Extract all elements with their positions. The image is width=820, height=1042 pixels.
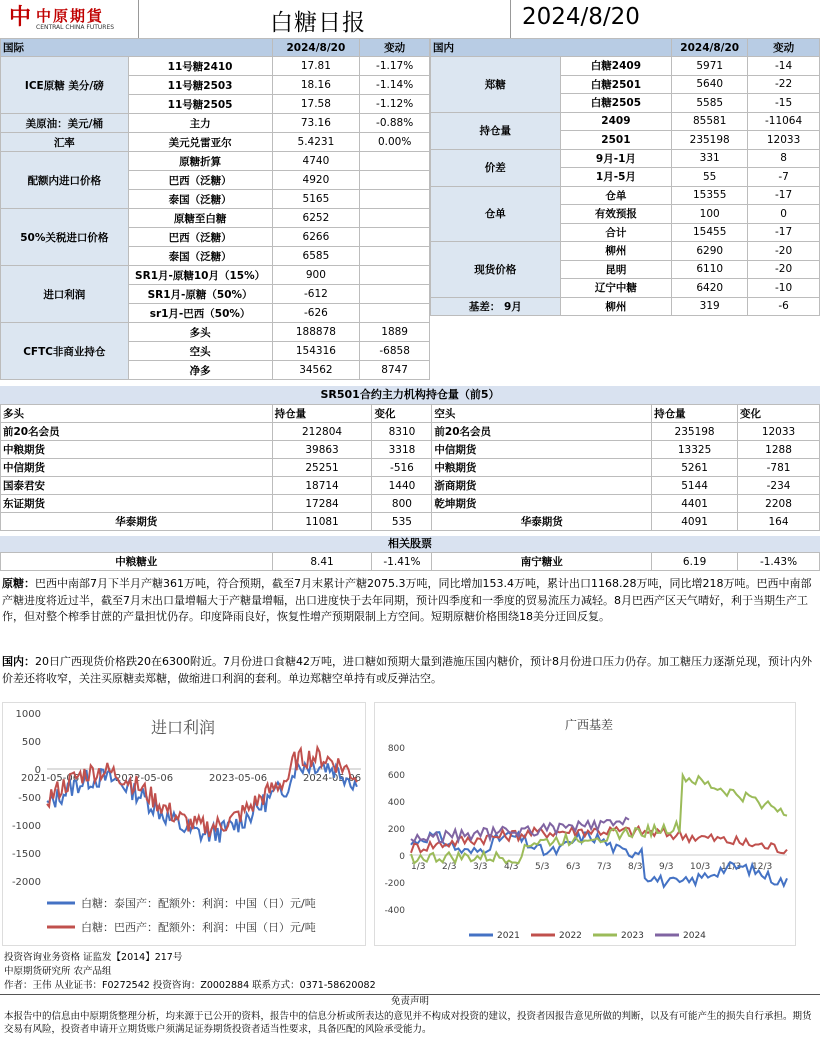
change-cell: -6 bbox=[748, 297, 820, 316]
value-cell: 17.58 bbox=[272, 95, 360, 114]
import-profit-chart bbox=[2, 702, 366, 946]
guangxi-basis-svg bbox=[375, 703, 797, 947]
table-row bbox=[1, 459, 820, 477]
member-name: 乾坤期货 bbox=[432, 495, 652, 513]
member-name: 东证期货 bbox=[1, 495, 273, 513]
row-label: 合计 bbox=[560, 223, 672, 242]
value-cell: 18714 bbox=[272, 477, 372, 495]
legend-label: 2022 bbox=[559, 931, 582, 941]
value-cell: 5971 bbox=[672, 57, 748, 76]
row-label: 2501 bbox=[560, 131, 672, 150]
x-tick-label: 2021-05-06 bbox=[21, 773, 80, 784]
change-cell: -15 bbox=[748, 94, 820, 113]
row-group-label: ICE原糖 美分/磅 bbox=[1, 57, 129, 114]
change-cell: -20 bbox=[748, 242, 820, 261]
change-cell bbox=[360, 152, 430, 171]
table-row bbox=[431, 242, 820, 261]
change-cell: -0.88% bbox=[360, 114, 430, 133]
row-label: 昆明 bbox=[560, 260, 672, 279]
value-cell: 535 bbox=[372, 513, 432, 531]
value-cell: 188878 bbox=[272, 323, 360, 342]
header-cell: 持仓量 bbox=[272, 405, 372, 423]
table-row bbox=[431, 297, 820, 316]
y-tick-label: 500 bbox=[21, 737, 41, 748]
value-cell: 2208 bbox=[738, 495, 820, 513]
value-cell: -626 bbox=[272, 304, 360, 323]
row-label: 主力 bbox=[128, 114, 272, 133]
change-cell: -6858 bbox=[360, 342, 430, 361]
value-cell: 1288 bbox=[738, 441, 820, 459]
value-cell: 6.19 bbox=[652, 553, 738, 571]
value-cell: 4740 bbox=[272, 152, 360, 171]
change-cell: -1.12% bbox=[360, 95, 430, 114]
y-tick-label: 600 bbox=[387, 771, 405, 781]
domestic-table bbox=[430, 38, 820, 316]
member-name: 前20名会员 bbox=[432, 423, 652, 441]
stocks-title: 相关股票 bbox=[0, 536, 820, 552]
value-cell: 235198 bbox=[672, 131, 748, 150]
value-cell: 331 bbox=[672, 149, 748, 168]
value-cell: 6110 bbox=[672, 260, 748, 279]
raw-sugar-commentary bbox=[2, 576, 818, 626]
change-cell: 8747 bbox=[360, 361, 430, 380]
change-cell: 8 bbox=[748, 149, 820, 168]
value-cell: 164 bbox=[738, 513, 820, 531]
value-cell: 25251 bbox=[272, 459, 372, 477]
value-cell: 212804 bbox=[272, 423, 372, 441]
header-cell: 变动 bbox=[748, 39, 820, 57]
row-label: 巴西（泛糖） bbox=[128, 228, 272, 247]
value-cell: 100 bbox=[672, 205, 748, 224]
report-title: 白糖日报 bbox=[270, 10, 366, 36]
value-cell: 5.4231 bbox=[272, 133, 360, 152]
department-line: 中原期货研究所 农产品组 bbox=[4, 966, 112, 977]
change-cell: -1.17% bbox=[360, 57, 430, 76]
table-row bbox=[1, 133, 430, 152]
value-cell: 17284 bbox=[272, 495, 372, 513]
table-header-row bbox=[1, 405, 820, 423]
change-cell bbox=[360, 190, 430, 209]
header-cell: 国内 bbox=[431, 39, 672, 57]
change-cell: -7 bbox=[748, 168, 820, 187]
y-tick-label: -1500 bbox=[11, 849, 41, 860]
domestic-commentary bbox=[2, 654, 818, 687]
member-name: 国泰君安 bbox=[1, 477, 273, 495]
value-cell: 34562 bbox=[272, 361, 360, 380]
row-group-label: 配额内进口价格 bbox=[1, 152, 129, 209]
import-profit-svg bbox=[3, 703, 367, 947]
legend-label: 2023 bbox=[621, 931, 644, 941]
table-row bbox=[1, 513, 820, 531]
row-label: 原糖折算 bbox=[128, 152, 272, 171]
value-cell: -612 bbox=[272, 285, 360, 304]
value-cell: 4401 bbox=[652, 495, 738, 513]
change-cell: -20 bbox=[748, 260, 820, 279]
change-cell: -22 bbox=[748, 75, 820, 94]
row-group-label: 基差： 9月 bbox=[431, 297, 561, 316]
x-tick-label: 5/3 bbox=[535, 862, 550, 872]
dom-lead: 国内： bbox=[2, 655, 35, 668]
value-cell: 6266 bbox=[272, 228, 360, 247]
change-cell bbox=[360, 247, 430, 266]
change-cell bbox=[360, 171, 430, 190]
change-cell bbox=[360, 304, 430, 323]
row-label: 仓单 bbox=[560, 186, 672, 205]
value-cell: 6585 bbox=[272, 247, 360, 266]
header-cell: 变化 bbox=[738, 405, 820, 423]
legend-label: 2024 bbox=[683, 931, 706, 941]
x-tick-label: 3/3 bbox=[473, 862, 488, 872]
table-row bbox=[431, 149, 820, 168]
change-cell: -14 bbox=[748, 57, 820, 76]
x-tick-label: 2/3 bbox=[442, 862, 457, 872]
table-row bbox=[431, 57, 820, 76]
value-cell: 800 bbox=[372, 495, 432, 513]
value-cell: 18.16 bbox=[272, 76, 360, 95]
x-tick-label: 9/3 bbox=[659, 862, 674, 872]
x-tick-label: 10/3 bbox=[690, 862, 711, 872]
change-cell: -17 bbox=[748, 186, 820, 205]
row-group-label: 进口利润 bbox=[1, 266, 129, 323]
divider bbox=[510, 0, 511, 38]
member-name: 中信期货 bbox=[1, 459, 273, 477]
row-label: 1月-5月 bbox=[560, 168, 672, 187]
table-row bbox=[1, 495, 820, 513]
value-cell: 1440 bbox=[372, 477, 432, 495]
table-row bbox=[1, 152, 430, 171]
row-group-label: 郑糖 bbox=[431, 57, 561, 113]
logo-mark: 中 bbox=[8, 5, 31, 30]
row-label: 9月-1月 bbox=[560, 149, 672, 168]
value-cell: 11081 bbox=[272, 513, 372, 531]
author-line: 作者：王伟 从业证书：F0272542 投资咨询：Z0002884 联系方式：0371-58620082 bbox=[4, 980, 376, 991]
value-cell: 5585 bbox=[672, 94, 748, 113]
value-cell: 85581 bbox=[672, 112, 748, 131]
change-cell: 0.00% bbox=[360, 133, 430, 152]
y-tick-label: 200 bbox=[387, 825, 405, 835]
table-row bbox=[431, 112, 820, 131]
value-cell: 4920 bbox=[272, 171, 360, 190]
table-row bbox=[1, 423, 820, 441]
row-group-label: 价差 bbox=[431, 149, 561, 186]
row-group-label: 汇率 bbox=[1, 133, 129, 152]
logo-text-en: CENTRAL CHINA FUTURES bbox=[36, 24, 115, 31]
row-label: 柳州 bbox=[560, 297, 672, 316]
member-name: 华泰期货 bbox=[432, 513, 652, 531]
value-cell: 5640 bbox=[672, 75, 748, 94]
row-label: 泰国（泛糖） bbox=[128, 190, 272, 209]
stock-name: 南宁糖业 bbox=[432, 553, 652, 571]
table-row bbox=[431, 186, 820, 205]
chart-title: 广西基差 bbox=[565, 718, 614, 732]
value-cell: 900 bbox=[272, 266, 360, 285]
guangxi-basis-chart bbox=[374, 702, 796, 946]
value-cell: 319 bbox=[672, 297, 748, 316]
change-cell bbox=[360, 285, 430, 304]
y-tick-label: -400 bbox=[384, 906, 405, 916]
row-label: 柳州 bbox=[560, 242, 672, 261]
value-cell: -234 bbox=[738, 477, 820, 495]
y-tick-label: 0 bbox=[34, 765, 41, 776]
x-tick-label: 7/3 bbox=[597, 862, 612, 872]
member-name: 中信期货 bbox=[432, 441, 652, 459]
logo-text-cn: 中原期貨 bbox=[36, 7, 105, 25]
row-label: 原糖至白糖 bbox=[128, 209, 272, 228]
row-label: 净多 bbox=[128, 361, 272, 380]
stocks-table bbox=[0, 552, 820, 571]
header-cell: 2024/8/20 bbox=[272, 39, 360, 57]
member-name: 中粮期货 bbox=[1, 441, 273, 459]
value-cell: 235198 bbox=[652, 423, 738, 441]
series-line-2 bbox=[47, 748, 357, 837]
x-tick-label: 2022-05-06 bbox=[115, 773, 174, 784]
value-cell: -516 bbox=[372, 459, 432, 477]
report-date: 2024/8/20 bbox=[522, 4, 640, 30]
value-cell: 15355 bbox=[672, 186, 748, 205]
stock-name: 中粮糖业 bbox=[1, 553, 273, 571]
holdings-table bbox=[0, 404, 820, 531]
y-tick-label: 0 bbox=[399, 852, 405, 862]
value-cell: 6252 bbox=[272, 209, 360, 228]
license-line: 投资咨询业务资格 证监发【2014】217号 bbox=[4, 952, 183, 963]
member-name: 浙商期货 bbox=[432, 477, 652, 495]
change-cell: -17 bbox=[748, 223, 820, 242]
table-row bbox=[1, 57, 430, 76]
y-tick-label: 1000 bbox=[15, 709, 41, 720]
change-cell bbox=[360, 209, 430, 228]
change-cell: -10 bbox=[748, 279, 820, 298]
row-label: 11号糖2505 bbox=[128, 95, 272, 114]
row-label: 白糖2505 bbox=[560, 94, 672, 113]
header-cell: 持仓量 bbox=[652, 405, 738, 423]
disclaimer-text: 本报告中的信息由中原期货整理分析，均来源于已公开的资料，报告中的信息分析或所表达的意见并不构成对投资的建议，投资者因报告意见所做的判断，以及有可能产生的损失自行承担。期货交易有风险，投资者申请开立期货账户须满足证券期货投资者适当性要求，具备匹配的风险承受能力。 bbox=[4, 1011, 812, 1035]
change-cell bbox=[360, 266, 430, 285]
change-cell: 0 bbox=[748, 205, 820, 224]
row-label: 巴西（泛糖） bbox=[128, 171, 272, 190]
change-cell bbox=[360, 228, 430, 247]
table-row bbox=[1, 209, 430, 228]
y-tick-label: -1000 bbox=[11, 821, 41, 832]
x-tick-label: 8/3 bbox=[628, 862, 643, 872]
holdings-title: SR501合约主力机构持仓量（前5） bbox=[0, 386, 820, 404]
international-table bbox=[0, 38, 430, 380]
table-header-row bbox=[431, 39, 820, 57]
y-tick-label: 400 bbox=[387, 798, 405, 808]
x-tick-label: 2024-05-06 bbox=[303, 773, 362, 784]
row-label: 11号糖2503 bbox=[128, 76, 272, 95]
member-name: 中粮期货 bbox=[432, 459, 652, 477]
row-label: 2409 bbox=[560, 112, 672, 131]
row-label: 白糖2409 bbox=[560, 57, 672, 76]
header-cell: 2024/8/20 bbox=[672, 39, 748, 57]
change-cell: 1889 bbox=[360, 323, 430, 342]
row-group-label: 美原油：美元/桶 bbox=[1, 114, 129, 133]
value-cell: 55 bbox=[672, 168, 748, 187]
value-cell: 3318 bbox=[372, 441, 432, 459]
value-cell: 15455 bbox=[672, 223, 748, 242]
row-group-label: 50%关税进口价格 bbox=[1, 209, 129, 266]
company-logo bbox=[6, 4, 144, 34]
table-row bbox=[1, 553, 820, 571]
value-cell: 8.41 bbox=[272, 553, 372, 571]
row-label: 有效预报 bbox=[560, 205, 672, 224]
raw-body: 巴西中南部7月下半月产糖361万吨，符合预期，截至7月末累计产糖2075.3万吨，同比增加153.4万吨，累计出口1168.28万吨，同比增218万吨。巴西中南部产糖进度将近过半，截至7月末出口量增幅大于产糖量增幅，出口进度快于去年同期，预计四季度和一季度的贸易流压力减轻。8月巴西产区天气晴好，利于当期生产工作，但对整个榨季甘蔗的产量担忧仍存。印度降雨良好，恢复性增产预期限制上方空间。短期原糖价格围绕18美分迂回反复。 bbox=[2, 577, 812, 623]
row-group-label: CFTC非商业持仓 bbox=[1, 323, 129, 380]
value-cell: 17.81 bbox=[272, 57, 360, 76]
row-label: 美元兑雷亚尔 bbox=[128, 133, 272, 152]
value-cell: -1.41% bbox=[372, 553, 432, 571]
header-cell: 空头 bbox=[432, 405, 652, 423]
value-cell: 73.16 bbox=[272, 114, 360, 133]
table-row bbox=[1, 266, 430, 285]
legend-label: 白糖：泰国产：配额外：利润：中国（日）元/吨 bbox=[81, 897, 316, 910]
row-label: sr1月-巴西（50%） bbox=[128, 304, 272, 323]
row-group-label: 持仓量 bbox=[431, 112, 561, 149]
value-cell: 5165 bbox=[272, 190, 360, 209]
value-cell: 13325 bbox=[652, 441, 738, 459]
header-cell: 变化 bbox=[372, 405, 432, 423]
row-label: 泰国（泛糖） bbox=[128, 247, 272, 266]
row-label: 白糖2501 bbox=[560, 75, 672, 94]
x-tick-label: 2023-05-06 bbox=[209, 773, 268, 784]
member-name: 前20名会员 bbox=[1, 423, 273, 441]
member-name: 华泰期货 bbox=[1, 513, 273, 531]
value-cell: 154316 bbox=[272, 342, 360, 361]
table-row bbox=[1, 323, 430, 342]
table-row bbox=[1, 441, 820, 459]
change-cell: 12033 bbox=[748, 131, 820, 150]
raw-lead: 原糖： bbox=[2, 577, 35, 590]
value-cell: 5261 bbox=[652, 459, 738, 477]
row-label: 空头 bbox=[128, 342, 272, 361]
row-label: 辽宁中糖 bbox=[560, 279, 672, 298]
disclaimer-title: 免责声明 bbox=[390, 996, 429, 1007]
x-tick-label: 12/3 bbox=[752, 862, 773, 872]
row-label: SR1月-原糖（50%） bbox=[128, 285, 272, 304]
row-label: 11号糖2410 bbox=[128, 57, 272, 76]
divider bbox=[138, 0, 139, 38]
dom-body: 20日广西现货价格跌20在6300附近。7月份进口食糖42万吨，进口糖如预期大量到港施压国内糖价，预计8月份进口压力仍存。加工糖压力逐渐兑现，预计内外价差还将收窄，关注买原糖卖郑糖，做缩进口利润的套利。单边郑糖空单持有或反弹沽空。 bbox=[2, 655, 812, 685]
row-label: SR1月-原糖10月（15%） bbox=[128, 266, 272, 285]
value-cell: 6290 bbox=[672, 242, 748, 261]
value-cell: 6420 bbox=[672, 279, 748, 298]
change-cell: -11064 bbox=[748, 112, 820, 131]
y-tick-label: -200 bbox=[384, 879, 405, 889]
row-group-label: 仓单 bbox=[431, 186, 561, 242]
chart-title: 进口利润 bbox=[151, 718, 216, 737]
value-cell: -1.43% bbox=[738, 553, 820, 571]
table-row bbox=[1, 477, 820, 495]
x-tick-label: 6/3 bbox=[566, 862, 581, 872]
value-cell: 12033 bbox=[738, 423, 820, 441]
report-header bbox=[0, 0, 820, 38]
header-cell: 多头 bbox=[1, 405, 273, 423]
row-label: 多头 bbox=[128, 323, 272, 342]
x-tick-label: 4/3 bbox=[504, 862, 519, 872]
x-tick-label: 11/3 bbox=[721, 862, 742, 872]
table-header-row bbox=[1, 39, 430, 57]
header-cell: 国际 bbox=[1, 39, 273, 57]
divider bbox=[0, 994, 820, 995]
value-cell: 4091 bbox=[652, 513, 738, 531]
value-cell: 8310 bbox=[372, 423, 432, 441]
y-tick-label: -2000 bbox=[11, 877, 41, 888]
header-cell: 变动 bbox=[360, 39, 430, 57]
y-tick-label: 800 bbox=[387, 744, 405, 754]
value-cell: -781 bbox=[738, 459, 820, 477]
value-cell: 5144 bbox=[652, 477, 738, 495]
change-cell: -1.14% bbox=[360, 76, 430, 95]
table-row bbox=[1, 114, 430, 133]
x-tick-label: 1/3 bbox=[411, 862, 426, 872]
value-cell: 39863 bbox=[272, 441, 372, 459]
y-tick-label: -500 bbox=[18, 793, 41, 804]
row-group-label: 现货价格 bbox=[431, 242, 561, 298]
legend-label: 2021 bbox=[497, 931, 520, 941]
legend-label: 白糖：巴西产：配额外：利润：中国（日）元/吨 bbox=[81, 921, 316, 934]
